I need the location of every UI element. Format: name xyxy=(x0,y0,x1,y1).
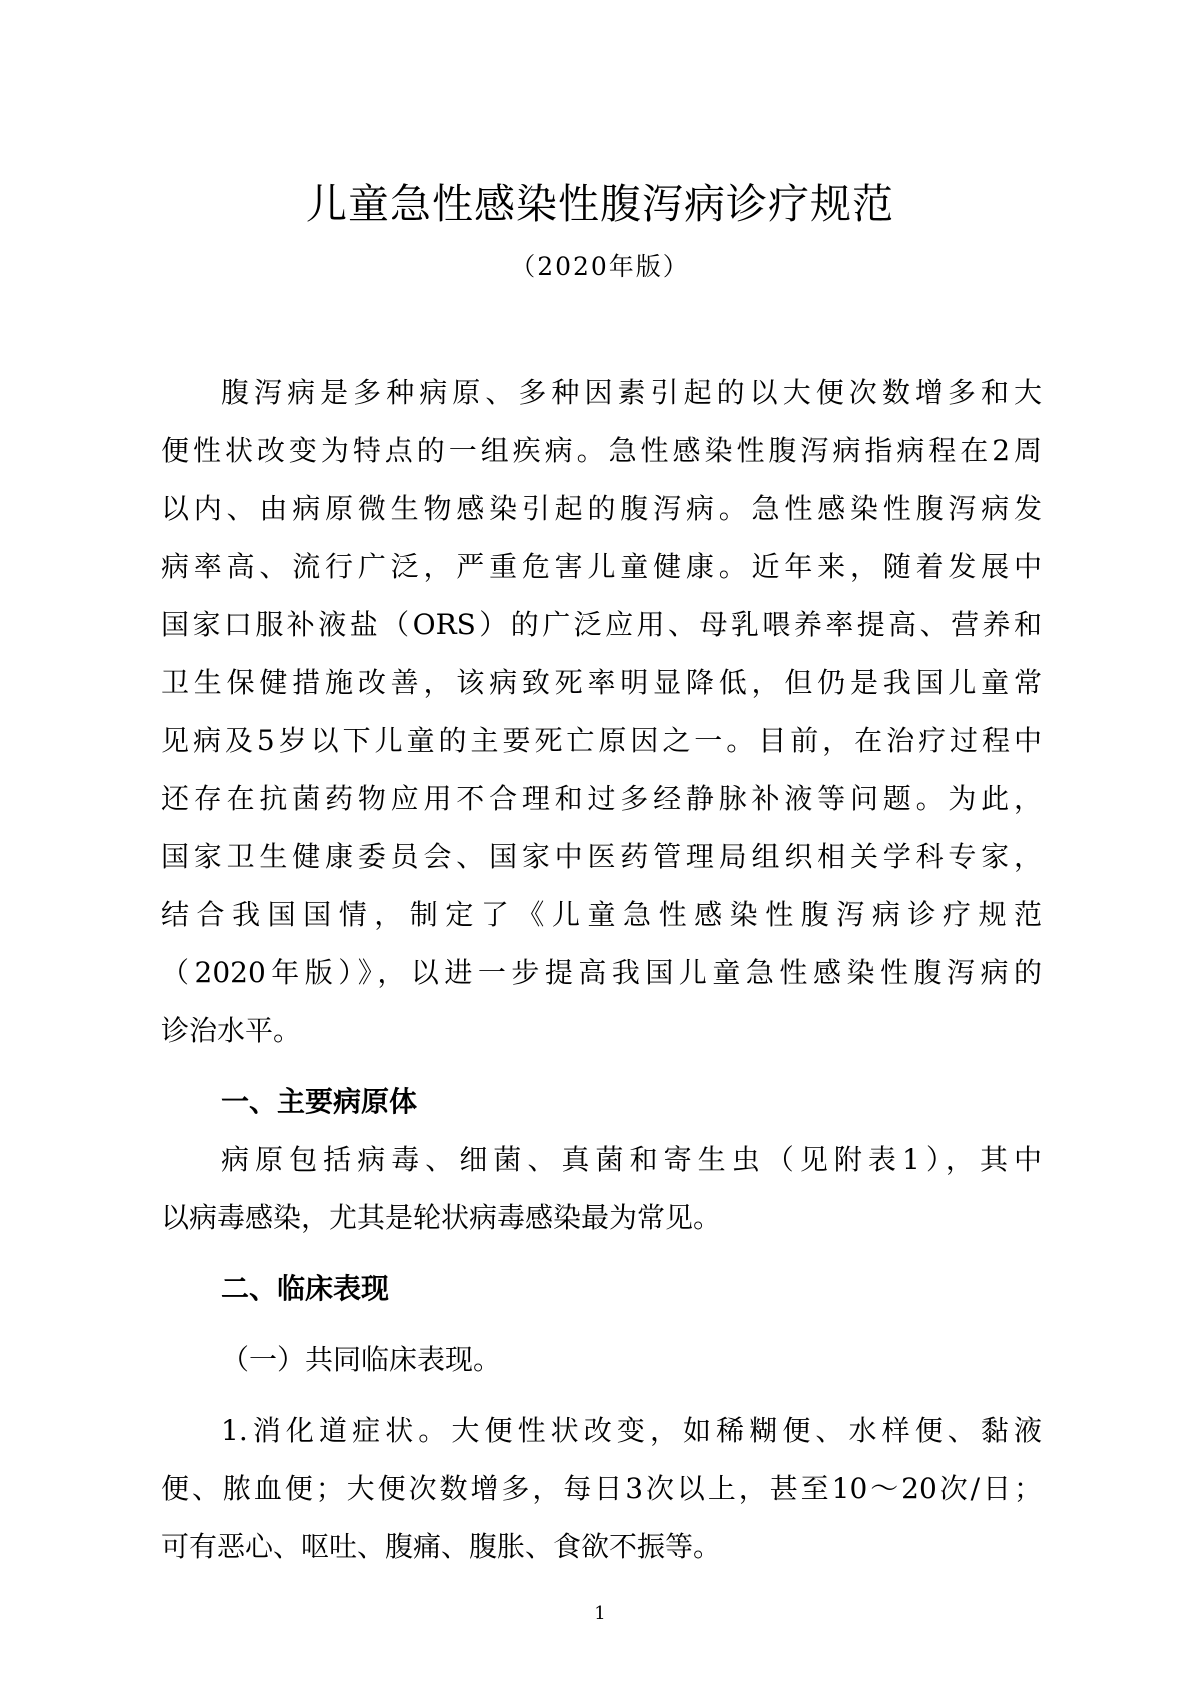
intro-line: 便性状改变为特点的一组疾病。急性感染性腹泻病指病程在2周 xyxy=(161,434,1042,467)
intro-line: 见病及5岁以下儿童的主要死亡原因之一。目前，在治疗过程中 xyxy=(161,724,1042,757)
subsection-heading-common: （一）共同临床表现。 xyxy=(221,1343,502,1376)
intro-line: 以内、由病原微生物感染引起的腹泻病。急性感染性腹泻病发 xyxy=(161,492,1042,525)
document-subtitle: （2020年版） xyxy=(510,252,690,281)
intro-line: 腹泻病是多种病原、多种因素引起的以大便次数增多和大 xyxy=(221,376,1042,409)
pathogens-paragraph xyxy=(161,1131,1042,1247)
intro-line: 病率高、流行广泛，严重危害儿童健康。近年来，随着发展中 xyxy=(161,550,1042,583)
digestive-symptoms-paragraph xyxy=(161,1402,1042,1576)
digestive-line: 可有恶心、呕吐、腹痛、腹胀、食欲不振等。 xyxy=(161,1530,722,1563)
intro-line: （2020年版）》，以进一步提高我国儿童急性感染性腹泻病的 xyxy=(161,956,1042,989)
section-heading-clinical: 二、临床表现 xyxy=(221,1272,390,1305)
intro-paragraph xyxy=(161,364,1042,1060)
intro-line: 卫生保健措施改善，该病致死率明显降低，但仍是我国儿童常 xyxy=(161,666,1042,699)
document-title: 儿童急性感染性腹泻病诊疗规范 xyxy=(306,180,894,228)
intro-line: 诊治水平。 xyxy=(161,1014,302,1047)
digestive-line: 便、脓血便；大便次数增多，每日3次以上，甚至10～20次/日； xyxy=(161,1472,1042,1505)
pathogens-line: 以病毒感染，尤其是轮状病毒感染最为常见。 xyxy=(161,1201,722,1234)
digestive-line: 1.消化道症状。大便性状改变，如稀糊便、水样便、黏液 xyxy=(221,1414,1042,1447)
pathogens-line: 病原包括病毒、细菌、真菌和寄生虫（见附表1），其中 xyxy=(221,1143,1042,1176)
intro-line: 还存在抗菌药物应用不合理和过多经静脉补液等问题。为此， xyxy=(161,782,1042,815)
document-body xyxy=(161,364,1042,1576)
section-heading-pathogens: 一、主要病原体 xyxy=(221,1085,418,1118)
page-number: 1 xyxy=(594,1603,606,1624)
intro-line: 国家卫生健康委员会、国家中医药管理局组织相关学科专家， xyxy=(161,840,1042,873)
intro-line: 结合我国国情，制定了《儿童急性感染性腹泻病诊疗规范 xyxy=(161,898,1042,931)
intro-line: 国家口服补液盐（ORS）的广泛应用、母乳喂养率提高、营养和 xyxy=(161,608,1042,641)
